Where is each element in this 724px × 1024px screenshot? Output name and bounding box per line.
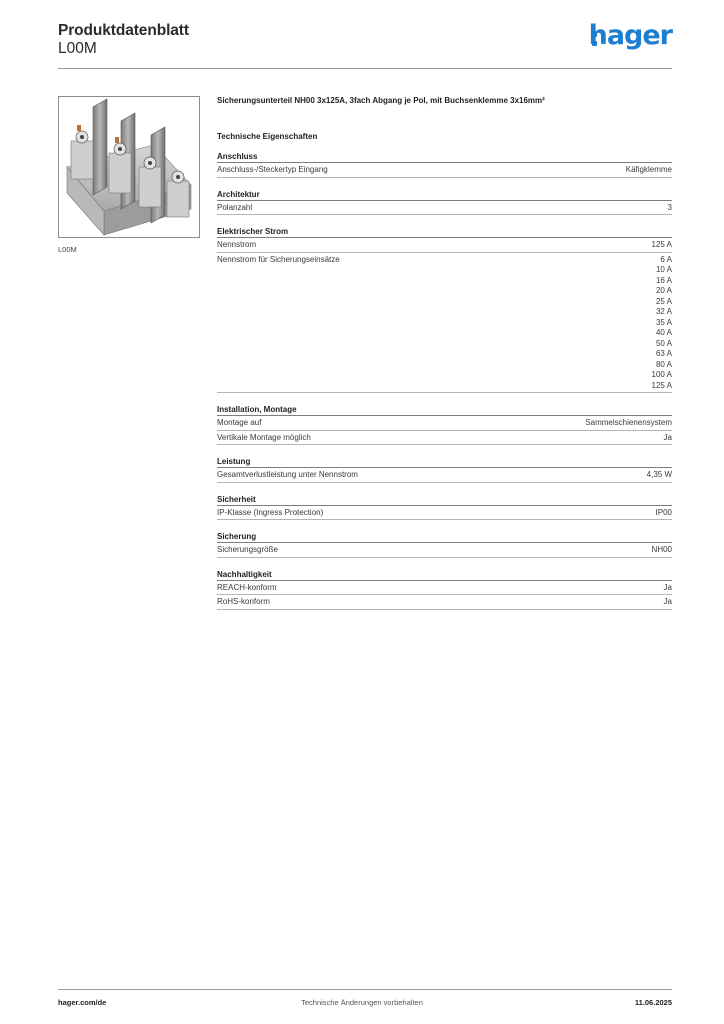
- section-sicherung: [217, 529, 672, 558]
- property-row: [217, 543, 672, 558]
- section-sicherheit: [217, 492, 672, 521]
- property-name: Sicherungsgröße: [217, 545, 278, 554]
- property-row: [217, 238, 672, 253]
- property-row: [217, 595, 672, 610]
- property-value-item: 10 A: [655, 265, 672, 274]
- property-value: [652, 545, 672, 556]
- page-header: [58, 20, 672, 70]
- property-value: [647, 470, 672, 481]
- hager-logo: [552, 20, 672, 56]
- property-value: [585, 418, 672, 429]
- property-row: [217, 431, 672, 446]
- section-nachhaltigkeit: [217, 567, 672, 610]
- property-row: [217, 581, 672, 596]
- section-title: Anschluss: [217, 149, 672, 163]
- product-image: [58, 96, 200, 238]
- property-row: [217, 201, 672, 216]
- property-value: [664, 597, 672, 608]
- property-value-item: IP00: [655, 507, 672, 517]
- property-row: [217, 163, 672, 178]
- property-value-item: 16 A: [655, 275, 672, 285]
- property-value-item: 80 A: [655, 359, 672, 369]
- page-title: Produktdatenblatt: [58, 22, 189, 39]
- property-value: [664, 583, 672, 594]
- property-value-item: Ja: [663, 432, 672, 442]
- section-title: Installation, Montage: [217, 402, 672, 416]
- fuse-base-product-photo-icon: [59, 97, 199, 237]
- property-value-item: 32 A: [655, 307, 672, 316]
- section-architektur: [217, 187, 672, 216]
- section-elektrischer-strom: [217, 224, 672, 393]
- property-name: Montage auf: [217, 418, 262, 427]
- technical-properties-heading: Technische Eigenschaften: [217, 132, 318, 141]
- image-caption: L00M: [58, 245, 77, 254]
- property-row: [217, 253, 672, 394]
- property-sections: [217, 149, 672, 610]
- property-value-item: Ja: [663, 582, 672, 592]
- property-value: [652, 255, 672, 392]
- section-leistung: [217, 454, 672, 483]
- product-code: L00M: [58, 40, 97, 57]
- footer-divider: [58, 989, 672, 990]
- property-value-item: Sammelschienensystem: [585, 418, 672, 427]
- property-row: [217, 506, 672, 521]
- property-name: REACH-konform: [217, 582, 277, 592]
- property-value: [656, 508, 672, 519]
- section-title: Architektur: [217, 187, 672, 201]
- property-name: Nennstrom: [217, 240, 257, 249]
- property-value-item: 6 A: [660, 254, 672, 264]
- property-value-item: 50 A: [655, 338, 672, 348]
- property-value-item: 3: [667, 202, 672, 212]
- property-value: [652, 240, 672, 251]
- footer-date: 11.06.2025: [634, 998, 672, 1007]
- property-value-item: 35 A: [655, 317, 672, 327]
- footer-website: hager.com/de: [58, 998, 107, 1007]
- section-installation-montage: [217, 402, 672, 445]
- property-name: Polanzahl: [217, 202, 253, 212]
- section-anschluss: [217, 149, 672, 178]
- property-name: Gesamtverlustleistung unter Nennstrom: [217, 470, 358, 479]
- datasheet-content: [217, 96, 672, 610]
- property-value-item: 25 A: [655, 296, 672, 306]
- section-title: Nachhaltigkeit: [217, 567, 672, 581]
- property-value-item: 63 A: [655, 349, 672, 358]
- header-divider: [58, 68, 672, 69]
- property-name: IP-Klasse (Ingress Protection): [217, 507, 324, 517]
- property-value: [668, 203, 672, 214]
- property-value-item: NH00: [651, 545, 672, 554]
- property-row: [217, 468, 672, 483]
- property-value-item: 4,35 W: [646, 470, 672, 479]
- property-value-item: 125 A: [651, 240, 672, 249]
- section-title: Leistung: [217, 454, 672, 468]
- property-value: [626, 165, 672, 176]
- logo-text: hager: [588, 20, 672, 51]
- property-value-item: 40 A: [655, 328, 672, 337]
- property-name: Vertikale Montage möglich: [217, 432, 311, 442]
- property-name: Anschluss-/Steckertyp Eingang: [217, 165, 328, 174]
- property-name: RoHS-konform: [217, 597, 270, 606]
- property-value-item: 20 A: [655, 286, 672, 295]
- property-name: Nennstrom für Sicherungseinsätze: [217, 254, 340, 264]
- property-value-item: 100 A: [651, 370, 672, 379]
- footer-disclaimer: Technische Änderungen vorbehalten: [301, 998, 423, 1007]
- property-value: [664, 433, 672, 444]
- product-description: Sicherungsunterteil NH00 3x125A, 3fach Abgang je Pol, mit Buchsenklemme 3x16mm²: [217, 96, 545, 105]
- section-title: Elektrischer Strom: [217, 224, 672, 238]
- property-value-item: Ja: [663, 597, 672, 606]
- property-value-item: 125 A: [651, 380, 672, 390]
- property-value-item: Käfigklemme: [625, 165, 672, 174]
- property-row: [217, 416, 672, 431]
- section-title: Sicherheit: [217, 492, 672, 506]
- section-title: Sicherung: [217, 529, 672, 543]
